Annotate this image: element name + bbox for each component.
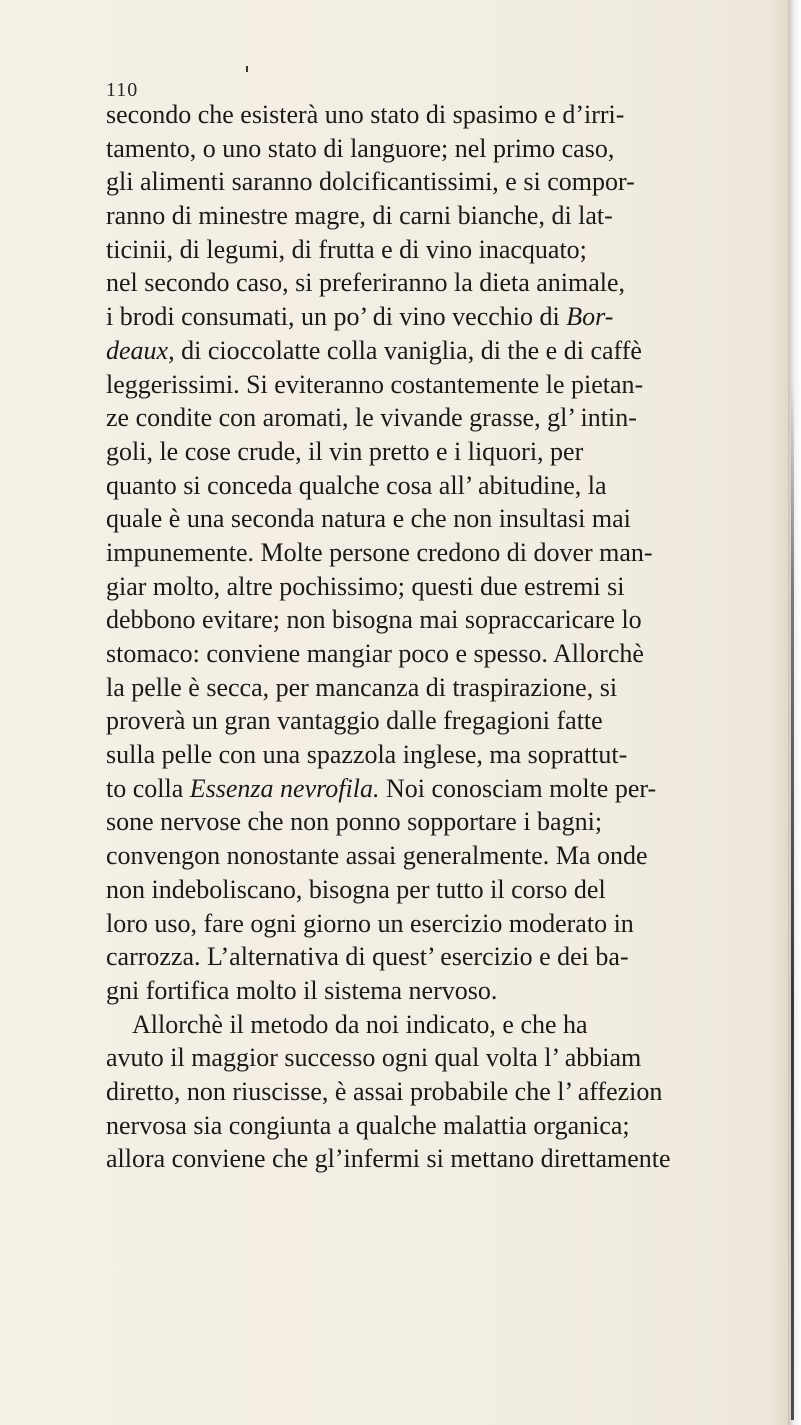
text-line: debbono evitare; non bisogna mai sopraccaricare lo	[106, 605, 642, 635]
text-line: impunemente. Molte persone credono di dover man-	[106, 537, 653, 567]
text-line: leggerissimi. Si eviteranno costantemente le pietan-	[106, 369, 644, 399]
text-line	[106, 300, 786, 334]
text-line: tamento, o uno stato di languore; nel primo caso,	[106, 133, 615, 163]
text-line: stomaco: conviene mangiar poco e spesso. Allorchè	[106, 639, 644, 668]
text-line: diretto, non riuscisse, è assai probabile che l’ affezion	[106, 1076, 663, 1106]
italic-term: Essenza nevrofila.	[189, 773, 380, 803]
text-line: allora conviene che gl’infermi si mettano direttamente	[106, 1144, 671, 1174]
body-text	[106, 98, 786, 1176]
page-edge-binding	[788, 0, 801, 1425]
text-segment: Noi conosciam molte per-	[379, 773, 657, 803]
text-line: gni fortifica molto il sistema nervoso.	[106, 975, 498, 1005]
ink-speck	[246, 66, 248, 72]
text-line: sulla pelle con una spazzola inglese, ma soprattut-	[106, 740, 628, 770]
text-line: ze condite con aromati, le vivande grasse, gl’ intin-	[106, 403, 637, 433]
text-line: nervosa sia congiunta a qualche malattia organica;	[106, 1110, 630, 1140]
text-line: carrozza. L’alternativa di quest’ esercizio e dei ba-	[106, 942, 629, 972]
italic-term: Bor-	[566, 302, 614, 332]
text-line: quale è una seconda natura e che non insultasi mai	[106, 504, 631, 534]
text-line: la pelle è secca, per mancanza di traspirazione, si	[106, 672, 618, 702]
text-line: non indeboliscano, bisogna per tutto il corso del	[106, 874, 606, 904]
text-line: proverà un gran vantaggio dalle fregagioni fatte	[106, 706, 603, 736]
text-segment: i brodi consumati, un po’ di vino vecchio di	[106, 302, 567, 332]
text-segment: to colla	[106, 773, 190, 803]
text-line: nel secondo caso, si preferiranno la dieta animale,	[106, 268, 626, 298]
text-line: convengon nonostante assai generalmente. Ma onde	[106, 841, 648, 871]
text-line: giar molto, altre pochissimo; questi due estremi si	[106, 571, 625, 601]
text-line: goli, le cose crude, il vin pretto e i liquori, per	[106, 436, 584, 466]
text-line	[106, 772, 786, 806]
text-line: gli alimenti saranno dolcificantissimi, e si compor-	[106, 167, 635, 197]
text-line: avuto il maggior successo ogni qual volta l’ abbiam	[106, 1043, 642, 1073]
text-line: sone nervose che non ponno sopportare i bagni;	[106, 807, 603, 837]
italic-term: deaux,	[106, 335, 175, 365]
page-number: 110	[106, 79, 139, 101]
text-line: quanto si conceda qualche cosa all’ abitudine, la	[106, 470, 607, 500]
text-line: secondo che esisterà uno stato di spasimo e d’irri-	[106, 100, 625, 129]
binding-shadow	[791, 380, 794, 1420]
text-line: Allorchè il metodo da noi indicato, e che ha	[132, 1009, 588, 1039]
text-line: ticinii, di legumi, di frutta e di vino inacquato;	[106, 234, 587, 264]
text-line: loro uso, fare ogni giorno un esercizio moderato in	[106, 908, 634, 938]
text-segment: di cioccolatte colla vaniglia, di the e di caffè	[174, 335, 642, 365]
text-line: ranno di minestre magre, di carni bianche, di lat-	[106, 201, 613, 231]
text-line	[106, 334, 786, 368]
